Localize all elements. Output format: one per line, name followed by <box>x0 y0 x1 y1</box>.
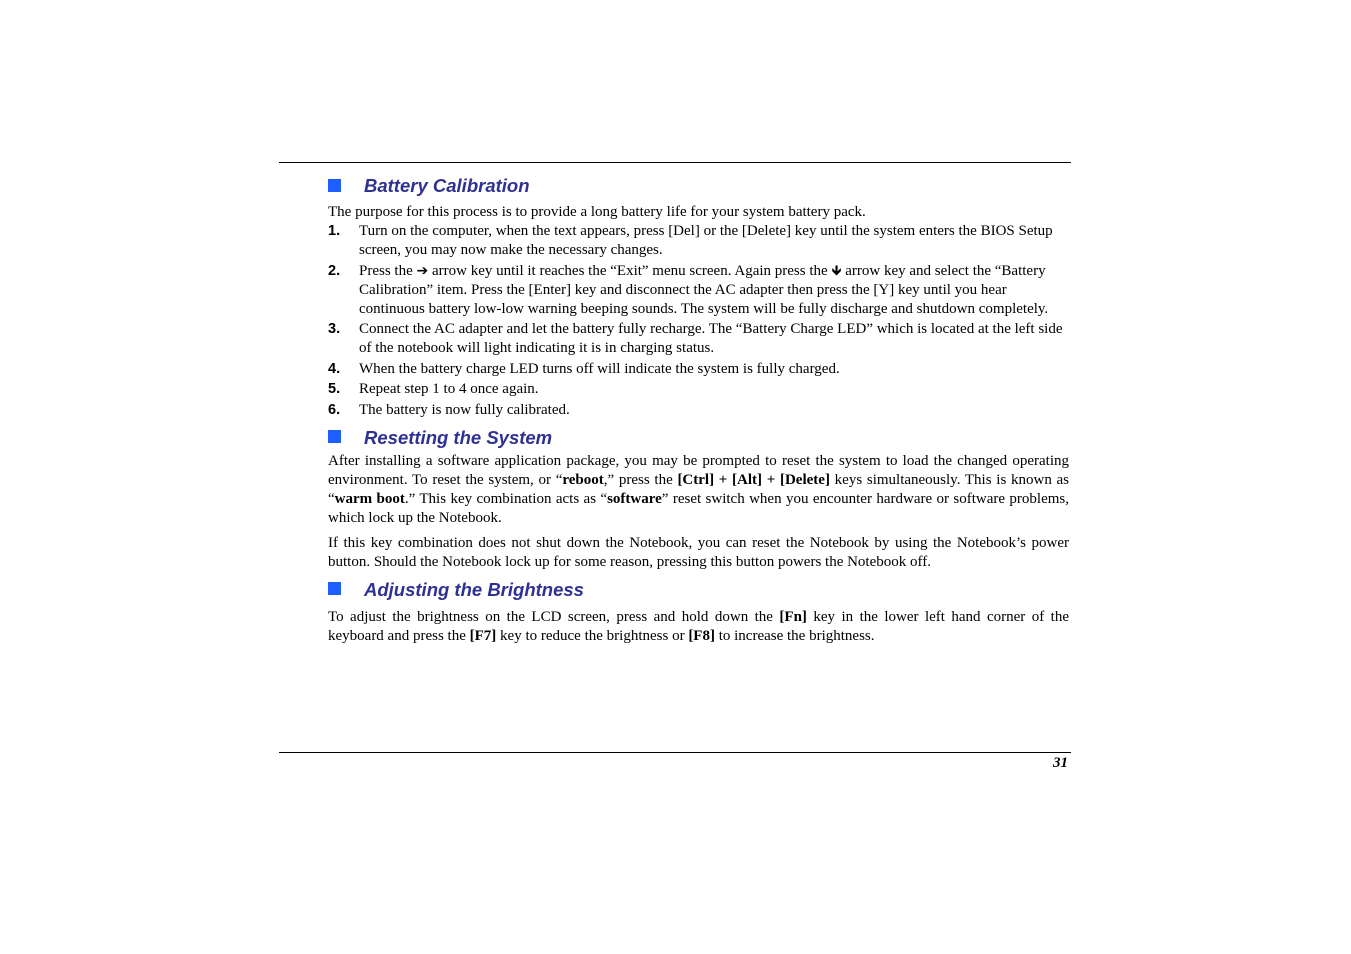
step-text: Repeat step 1 to 4 once again. <box>359 381 539 398</box>
resetting-system-title: Resetting the System <box>364 426 553 448</box>
step-number: 4. <box>328 360 341 377</box>
bold-f8-key: [F8] <box>688 628 715 645</box>
text-run: key in the lower left hand corner of the keyboard and press the <box>328 608 1070 645</box>
step-text: The battery is now fully calibrated. <box>359 401 570 418</box>
step-text <box>359 262 1069 319</box>
step-text: Turn on the computer, when the text appears, press [Del] or the [Delete] key until the system enters the BIOS Setup screen, you may now make the necessary changes. <box>359 223 1053 259</box>
step-text: When the battery charge LED turns off will indicate the system is fully charged. <box>359 360 840 377</box>
arrow-down-icon: 🡻 <box>831 262 842 279</box>
battery-steps-list <box>328 222 1069 420</box>
battery-calibration-title: Battery Calibration <box>364 175 530 196</box>
bold-warm-boot: warm boot <box>334 491 405 508</box>
battery-calibration-heading <box>328 172 1069 200</box>
bold-software: software <box>607 491 662 508</box>
text-run: After installing a software application package, you may be prompted to reset the system to load the changed operating environment. To reset the system, or “ <box>328 452 1069 488</box>
page-content <box>328 172 1069 646</box>
bold-fn-key: [Fn] <box>779 608 807 625</box>
list-item <box>328 320 1069 358</box>
page-number: 31 <box>1053 755 1068 771</box>
step-text-post: arrow key and select the “Battery Calibration” item. Press the [Enter] key and disconnect the AC adapter then press the [Y] key until you hear continuous battery low-low warning beeping sounds. The system will be fully discharge and shutdown completely. <box>359 262 1049 317</box>
text-run: ,” press the <box>603 471 678 488</box>
step-number: 3. <box>328 321 341 338</box>
bold-reboot: reboot <box>562 471 604 488</box>
reset-paragraph-2: If this key combination does not shut down the Notebook, you can reset the Notebook by using the Notebook’s power button. Should the Notebook lock up for some reason, pressing this button powers the Notebook off. <box>328 534 1069 570</box>
step-text-pre: Press the <box>359 262 413 279</box>
brightness-paragraph <box>328 608 1069 646</box>
list-item <box>328 360 1069 379</box>
step-number: 1. <box>328 223 341 240</box>
text-run: keys simultaneously. This is known as “ <box>328 471 1070 508</box>
step-number: 5. <box>328 381 341 398</box>
text-run: to increase the brightness. <box>714 628 875 645</box>
text-run: key to reduce the brightness or <box>496 628 689 645</box>
square-bullet-icon <box>328 430 341 443</box>
adjusting-brightness-title: Adjusting the Brightness <box>364 578 584 600</box>
step-text-mid: arrow key until it reaches the “Exit” menu screen. Again press the <box>431 262 828 279</box>
footer-rule <box>279 752 1071 753</box>
step-text: Connect the AC adapter and let the battery fully recharge. The “Battery Charge LED” which is located at the left side of the notebook will light indicating it is in charging status. <box>359 321 1063 357</box>
step-number: 2. <box>328 262 341 279</box>
text-run: To adjust the brightness on the LCD screen, press and hold down the <box>328 608 780 625</box>
adjusting-brightness-heading <box>328 576 1069 604</box>
battery-intro: The purpose for this process is to provide a long battery life for your system battery pack. <box>328 204 866 220</box>
bold-f7-key: [F7] <box>469 628 497 645</box>
list-item <box>328 401 1069 420</box>
step-number: 6. <box>328 401 341 418</box>
header-rule <box>279 162 1071 163</box>
resetting-system-heading <box>328 424 1069 452</box>
list-item <box>328 262 1069 319</box>
list-item <box>328 380 1069 399</box>
square-bullet-icon <box>328 582 341 595</box>
text-run: ” reset switch when you encounter hardware or software problems, which lock up the Notebook. <box>328 491 1069 527</box>
list-item <box>328 222 1069 260</box>
square-bullet-icon <box>328 179 341 192</box>
bold-key-combo: [Ctrl] + [Alt] + [Delete] <box>677 471 830 488</box>
reset-paragraph-1 <box>328 452 1069 529</box>
text-run: .” This key combination acts as “ <box>404 491 608 508</box>
arrow-right-icon: ➔ <box>416 262 429 279</box>
